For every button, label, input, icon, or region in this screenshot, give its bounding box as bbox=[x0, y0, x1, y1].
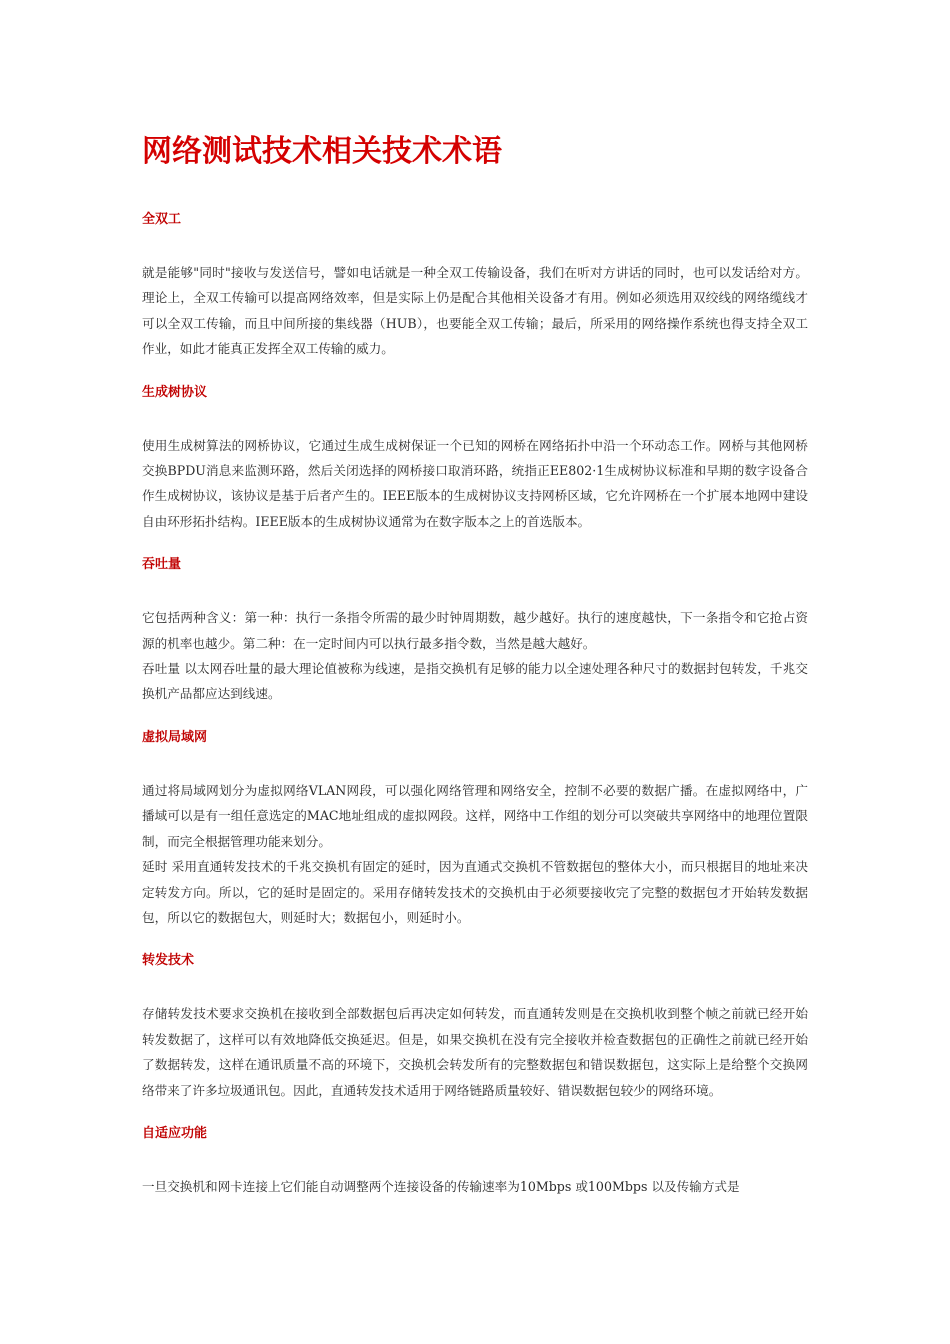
section-paragraph: 存储转发技术要求交换机在接收到全部数据包后再决定如何转发，而直通转发则是在交换机收到整个帧之前就已经开始转发数据了，这样可以有效地降低交换延迟。但是，如果交换机在没有完全接收并检查数据包的正确性之前就已经开始了数据转发，这样在通讯质量不高的环境下，交换机会转发所有的完整数据包和错误数据包，这实际上是给整个交换网络带来了许多垃圾通讯包。因此，直通转发技术适用于网络链路质量较好、错误数据包较少的网络环境。 bbox=[142, 1006, 808, 1098]
section-heading: 自适应功能 bbox=[142, 1125, 208, 1141]
section-spanning-tree bbox=[142, 383, 808, 535]
section-full-duplex bbox=[142, 210, 808, 362]
section-heading: 转发技术 bbox=[142, 953, 195, 969]
section-paragraph: 一旦交换机和网卡连接上它们能自动调整两个连接设备的传输速率为10Mbps 或100Mbps 以及传输方式是 bbox=[142, 1178, 740, 1194]
section-auto-negotiation bbox=[142, 1124, 808, 1199]
document-page bbox=[142, 130, 808, 1220]
section-vlan bbox=[142, 728, 808, 930]
section-paragraph: 就是能够"同时"接收与发送信号，譬如电话就是一种全双工传输设备，我们在听对方讲话的同时，也可以发话给对方。理论上，全双工传输可以提高网络效率，但是实际上仍是配合其他相关设备才有用。例如必须选用双绞线的网络缆线才可以全双工传输，而且中间所接的集线器（HUB），也要能全双工传输；最后，所采用的网络操作系统也得支持全双工作业，如此才能真正发挥全双工传输的威力。 bbox=[142, 265, 808, 357]
section-throughput bbox=[142, 555, 808, 707]
section-paragraph: 它包括两种含义：第一种：执行一条指令所需的最少时钟周期数，越少越好。执行的速度越快，下一条指令和它抢占资源的机率也越少。第二种：在一定时间内可以执行最多指令数，当然是越大越好。 bbox=[142, 610, 808, 651]
section-heading: 吞吐量 bbox=[142, 557, 182, 573]
section-heading: 全双工 bbox=[142, 212, 182, 227]
section-heading: 生成树协议 bbox=[142, 384, 208, 400]
section-forwarding bbox=[142, 951, 808, 1103]
section-paragraph: 通过将局域网划分为虚拟网络VLAN网段，可以强化网络管理和网络安全，控制不必要的数据广播。在虚拟网络中，广播域可以是有一组任意选定的MAC地址组成的虚拟网段。这样，网络中工作组的划分可以突破共享网络中的地理位置限制，而完全根据管理功能来划分。 bbox=[142, 782, 808, 849]
section-paragraph: 吞吐量 以太网吞吐量的最大理论值被称为线速，是指交换机有足够的能力以全速处理各种尺寸的数据封包转发，千兆交换机产品都应达到线速。 bbox=[142, 661, 808, 702]
section-heading: 虚拟局域网 bbox=[142, 729, 208, 745]
section-paragraph: 使用生成树算法的网桥协议，它通过生成生成树保证一个已知的网桥在网络拓扑中沿一个环动态工作。网桥与其他网桥交换BPDU消息来监测环路，然后关闭选择的网桥接口取消环路，统指正EE802·1生成树协议标准和早期的数字设备合作生成树协议，该协议是基于后者产生的。IEEE版本的生成树协议支持网桥区域，它允许网桥在一个扩展本地网中建设自由环形拓扑结构。IEEE版本的生成树协议通常为在数字版本之上的首选版本。 bbox=[142, 437, 808, 529]
document-title: 网络测试技术相关技术术语 bbox=[142, 134, 502, 169]
section-paragraph: 延时 采用直通转发技术的千兆交换机有固定的延时，因为直通式交换机不管数据包的整体大小，而只根据目的地址来决定转发方向。所以，它的延时是固定的。采用存储转发技术的交换机由于必须要接收完了完整的数据包才开始转发数据包，所以它的数据包大，则延时大；数据包小，则延时小。 bbox=[142, 859, 808, 925]
